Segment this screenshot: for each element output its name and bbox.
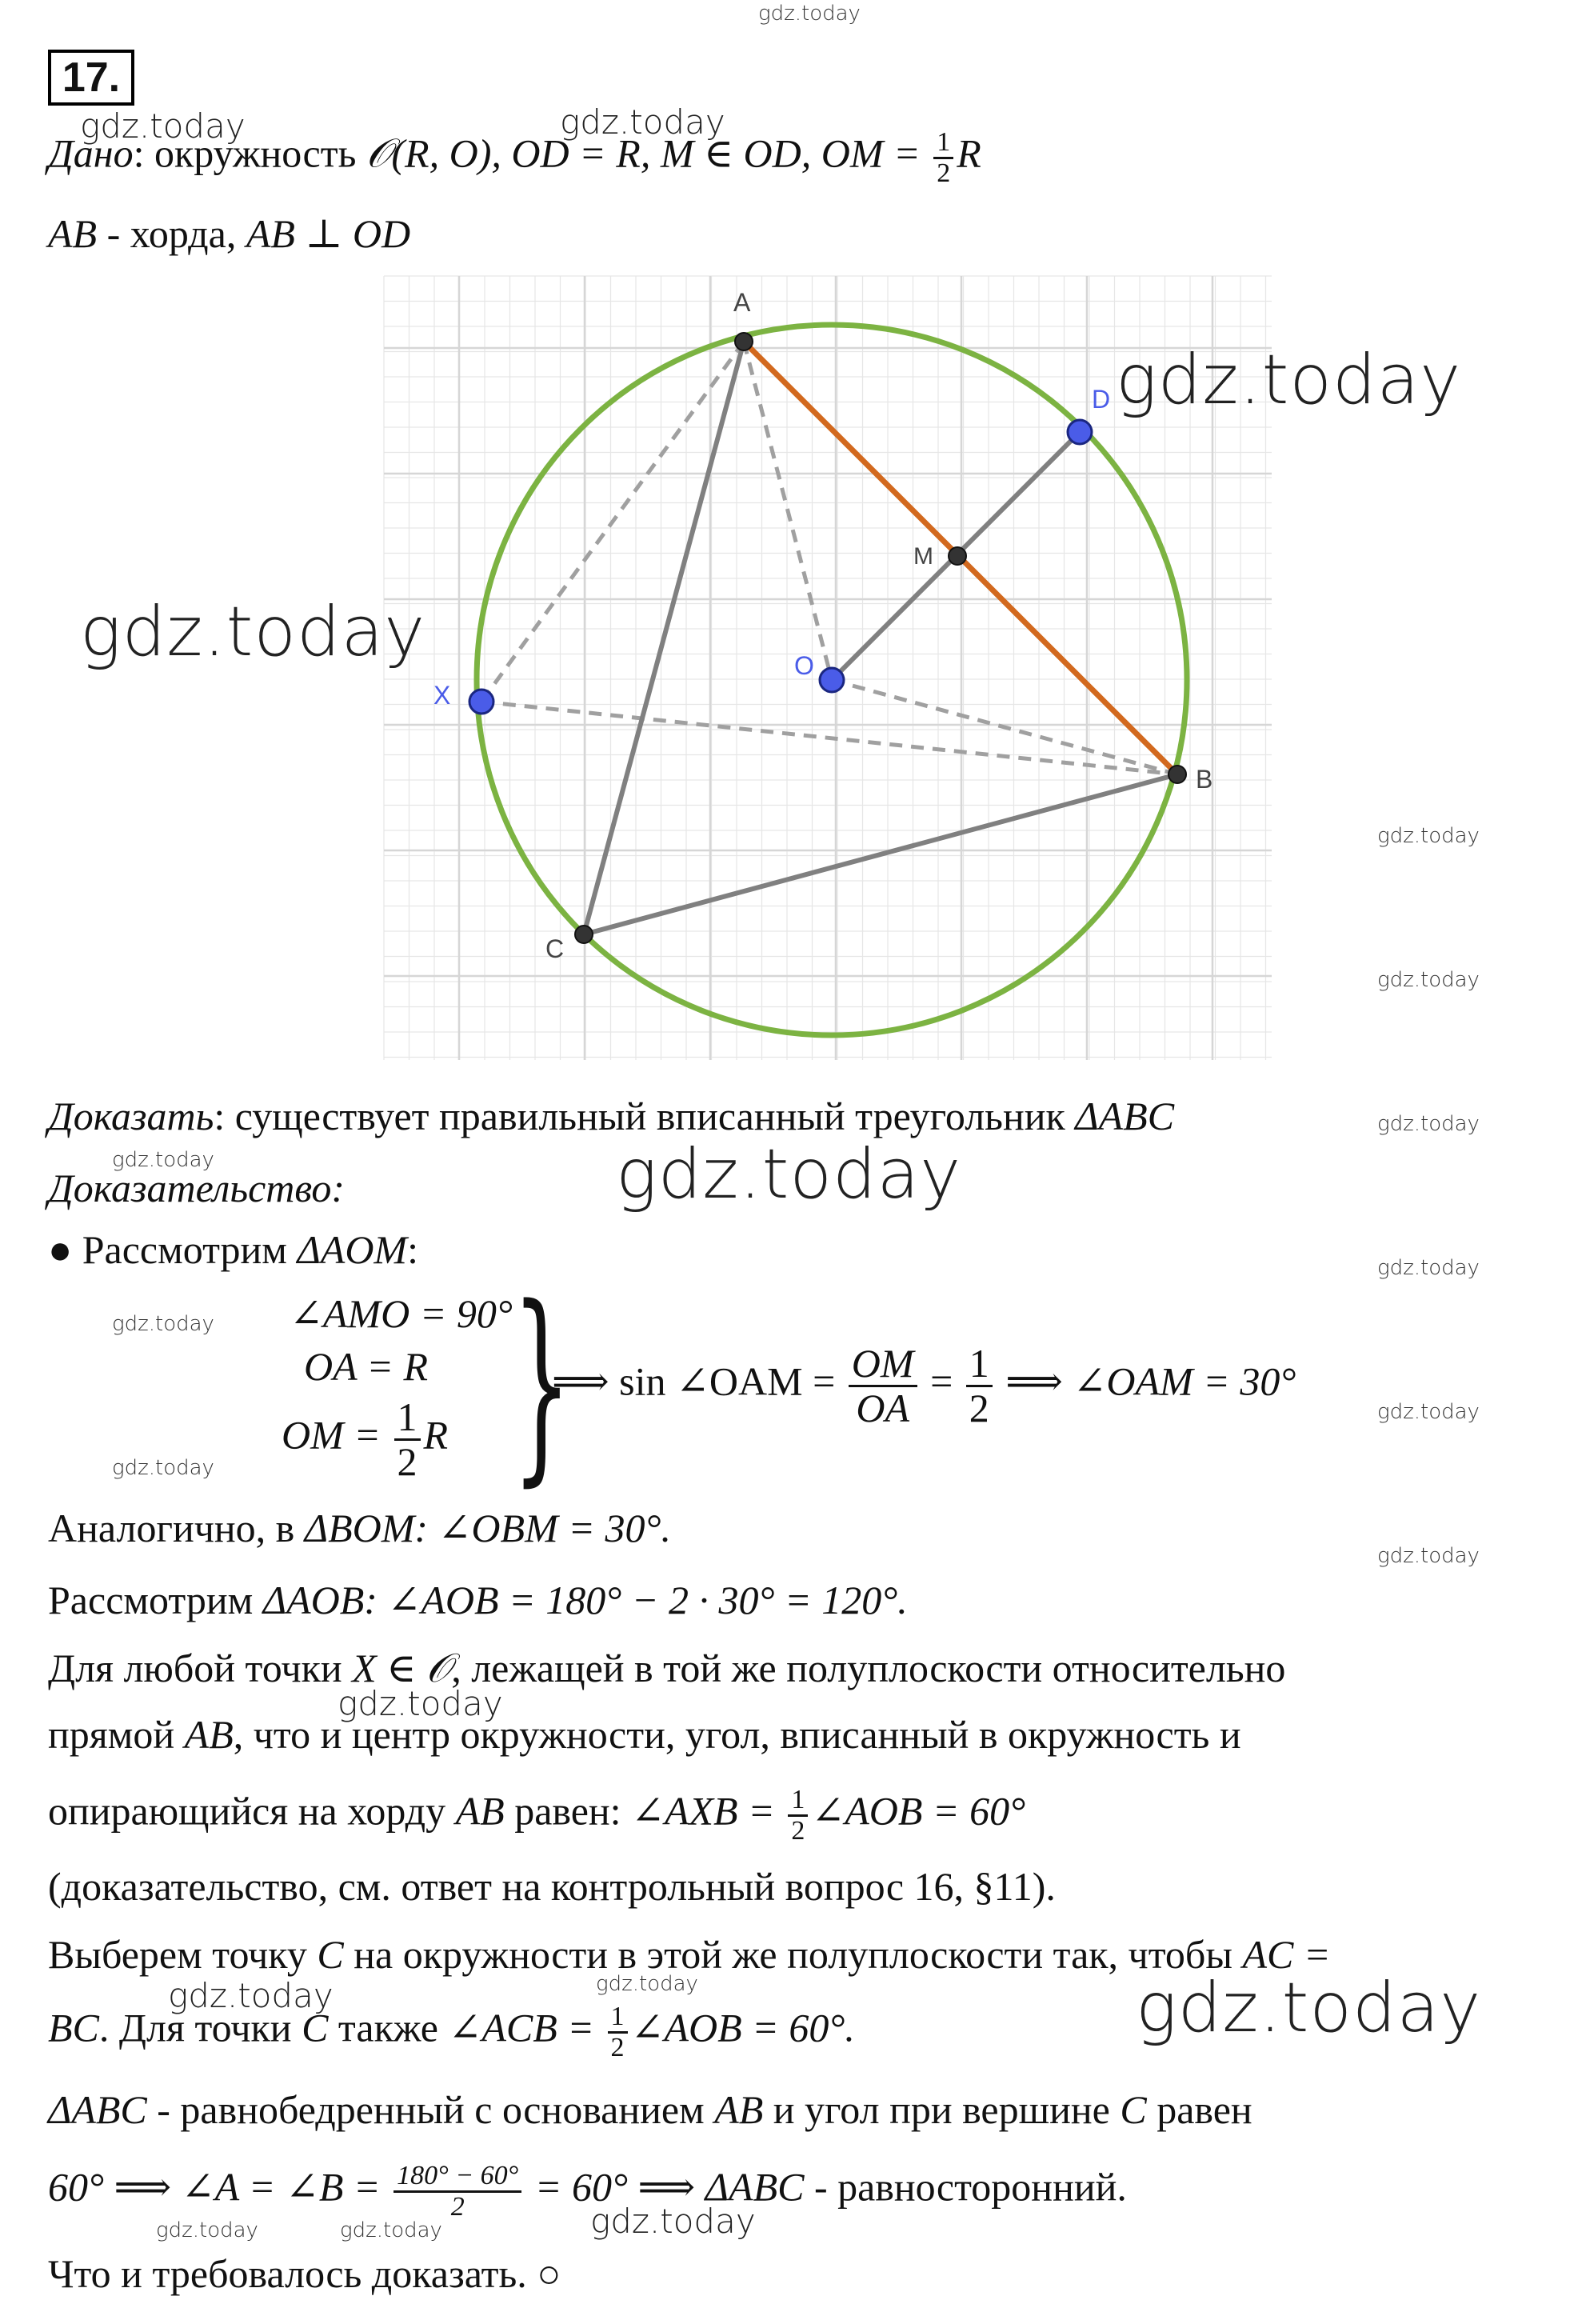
para2-fraction: $\frac{1}{2}$	[608, 2002, 628, 2062]
om-oa-fraction: $\frac{OM}{OA}$	[849, 1342, 917, 1429]
para3-fraction: $\frac{180^\circ - 60^\circ}{2}$	[394, 2162, 521, 2221]
bullet: ●	[48, 1227, 73, 1272]
watermark: gdz.today	[1377, 1112, 1480, 1136]
sin-expression: ⟹ sin ∠OAM =	[552, 1358, 836, 1404]
watermark: gdz.today	[112, 1312, 214, 1336]
eq3-left: OM =	[282, 1412, 381, 1458]
given-math: 𝒪(R, O), OD = R, M ∈ OD, OM =	[366, 130, 921, 176]
eq3-right: R	[423, 1412, 449, 1458]
aob-text: Рассмотрим	[48, 1578, 263, 1622]
consider-aom	[48, 1226, 418, 1274]
watermark: gdz.today	[112, 1148, 214, 1172]
prove-math: ΔABC	[1075, 1094, 1175, 1138]
watermark: gdz.today	[112, 1456, 214, 1480]
system-eq-2: OA = R	[304, 1344, 429, 1389]
para1-line-1: Для любой точки X ∈ 𝒪, лежащей в той же полуплоскости относительно	[48, 1646, 1286, 1690]
para2-line-2: BC. Для точки C также ∠ACB = $\frac{1}{2}$ ∠AOB = 60°.	[48, 2002, 855, 2062]
prove-label: Доказать	[48, 1094, 214, 1138]
watermark: gdz.today	[1377, 1544, 1480, 1568]
watermark: gdz.today	[338, 1684, 503, 1723]
dashed-ax	[481, 342, 744, 702]
watermark: gdz.today	[80, 106, 246, 146]
dashed-ob	[832, 680, 1177, 774]
label-a: A	[733, 288, 751, 317]
given-fraction: $\frac{1}{2}$	[933, 128, 953, 187]
watermark: gdz.today	[1377, 968, 1480, 992]
aob-line	[48, 1576, 908, 1624]
segment-ac	[584, 342, 744, 934]
chord-ab: AB	[48, 211, 98, 256]
label-b: B	[1196, 765, 1213, 794]
given-label: Дано	[48, 130, 134, 176]
segment-cb	[584, 774, 1177, 934]
watermark: gdz.today	[616, 1134, 962, 1214]
similar-line	[48, 1504, 671, 1552]
watermark: gdz.today	[156, 2218, 258, 2242]
system-implication	[552, 1342, 1296, 1429]
half-fraction: $\frac{1}{2}$	[966, 1342, 993, 1429]
similar-text: Аналогично, в	[48, 1506, 305, 1550]
conclusion: Что и требовалось доказать. ○	[48, 2251, 561, 2296]
point-o	[820, 668, 844, 692]
watermark: gdz.today	[1377, 1256, 1480, 1280]
label-x: X	[433, 681, 451, 710]
watermark: gdz.today	[1136, 1968, 1482, 2048]
watermark: gdz.today	[168, 1976, 334, 2015]
given-math-end: R	[957, 130, 981, 176]
point-b	[1169, 766, 1186, 783]
prove-line	[48, 1092, 1174, 1140]
eq3-fraction: $\frac{1}{2}$	[394, 1396, 421, 1482]
point-c	[575, 926, 593, 943]
similar-math: ΔBOM: ∠OBM = 30°.	[304, 1506, 671, 1550]
watermark: gdz.today	[340, 2218, 442, 2242]
watermark: gdz.today	[1377, 824, 1480, 848]
point-a	[735, 333, 753, 350]
watermark: gdz.today	[1377, 1400, 1480, 1424]
para1-line-2: прямой AB, что и центр окружности, угол, вписанный в окружность и	[48, 1712, 1241, 1757]
aob-math: ΔAOB: ∠AOB = 180° − 2 · 30° = 120°.	[262, 1578, 908, 1622]
watermark: gdz.today	[758, 2, 861, 26]
prove-text: : существует правильный вписанный треугольник	[214, 1094, 1076, 1138]
label-d: D	[1092, 385, 1111, 414]
given-line-2	[48, 210, 410, 258]
watermark: gdz.today	[596, 1972, 698, 1996]
point-d	[1068, 420, 1092, 444]
label-c: C	[545, 934, 565, 963]
system-eq-3	[282, 1396, 448, 1482]
para1-line-3: опирающийся на хорду AB равен: ∠AXB = $\frac{1}{2}$ ∠AOB = 60°	[48, 1785, 1026, 1846]
given-chord-text: - хорда,	[97, 211, 246, 256]
given-text: : окружность	[133, 130, 366, 176]
proof-label: Доказательство:	[48, 1166, 346, 1210]
equals-sign: =	[930, 1358, 953, 1404]
perpendicular-math: AB ⊥ OD	[246, 211, 411, 256]
para3-line-2: 60° ⟹ ∠A = ∠B = $\frac{180^\circ - 60^\circ}{2}$ = 60° ⟹ ΔABC - равносторонний.	[48, 2161, 1127, 2222]
para1-fraction: $\frac{1}{2}$	[788, 1786, 808, 1845]
point-x	[469, 690, 493, 714]
para3-line-1: ΔABC - равнобедренный с основанием AB и угол при вершине C равен	[48, 2087, 1252, 2132]
watermark: gdz.today	[1116, 340, 1462, 420]
oam-result: ⟹ ∠OAM = 30°	[1005, 1358, 1296, 1404]
watermark: gdz.today	[590, 2202, 756, 2241]
consider-text: Рассмотрим	[82, 1227, 298, 1272]
watermark: gdz.today	[560, 102, 725, 142]
watermark: gdz.today	[80, 592, 426, 672]
system-brace: }	[512, 1263, 572, 1505]
consider-math: ΔAOM	[297, 1227, 408, 1272]
para2-line-1: Выберем точку C на окружности в этой же полуплоскости так, чтобы AC =	[48, 1932, 1331, 1977]
point-m	[949, 547, 966, 565]
para1-line-4: (доказательство, см. ответ на контрольный вопрос 16, §11).	[48, 1864, 1056, 1909]
label-m: M	[913, 543, 933, 570]
problem-number: 17.	[48, 50, 134, 106]
consider-colon: :	[407, 1227, 418, 1272]
system-eq-1: ∠AMO = 90°	[290, 1291, 513, 1336]
label-o: O	[794, 651, 814, 680]
